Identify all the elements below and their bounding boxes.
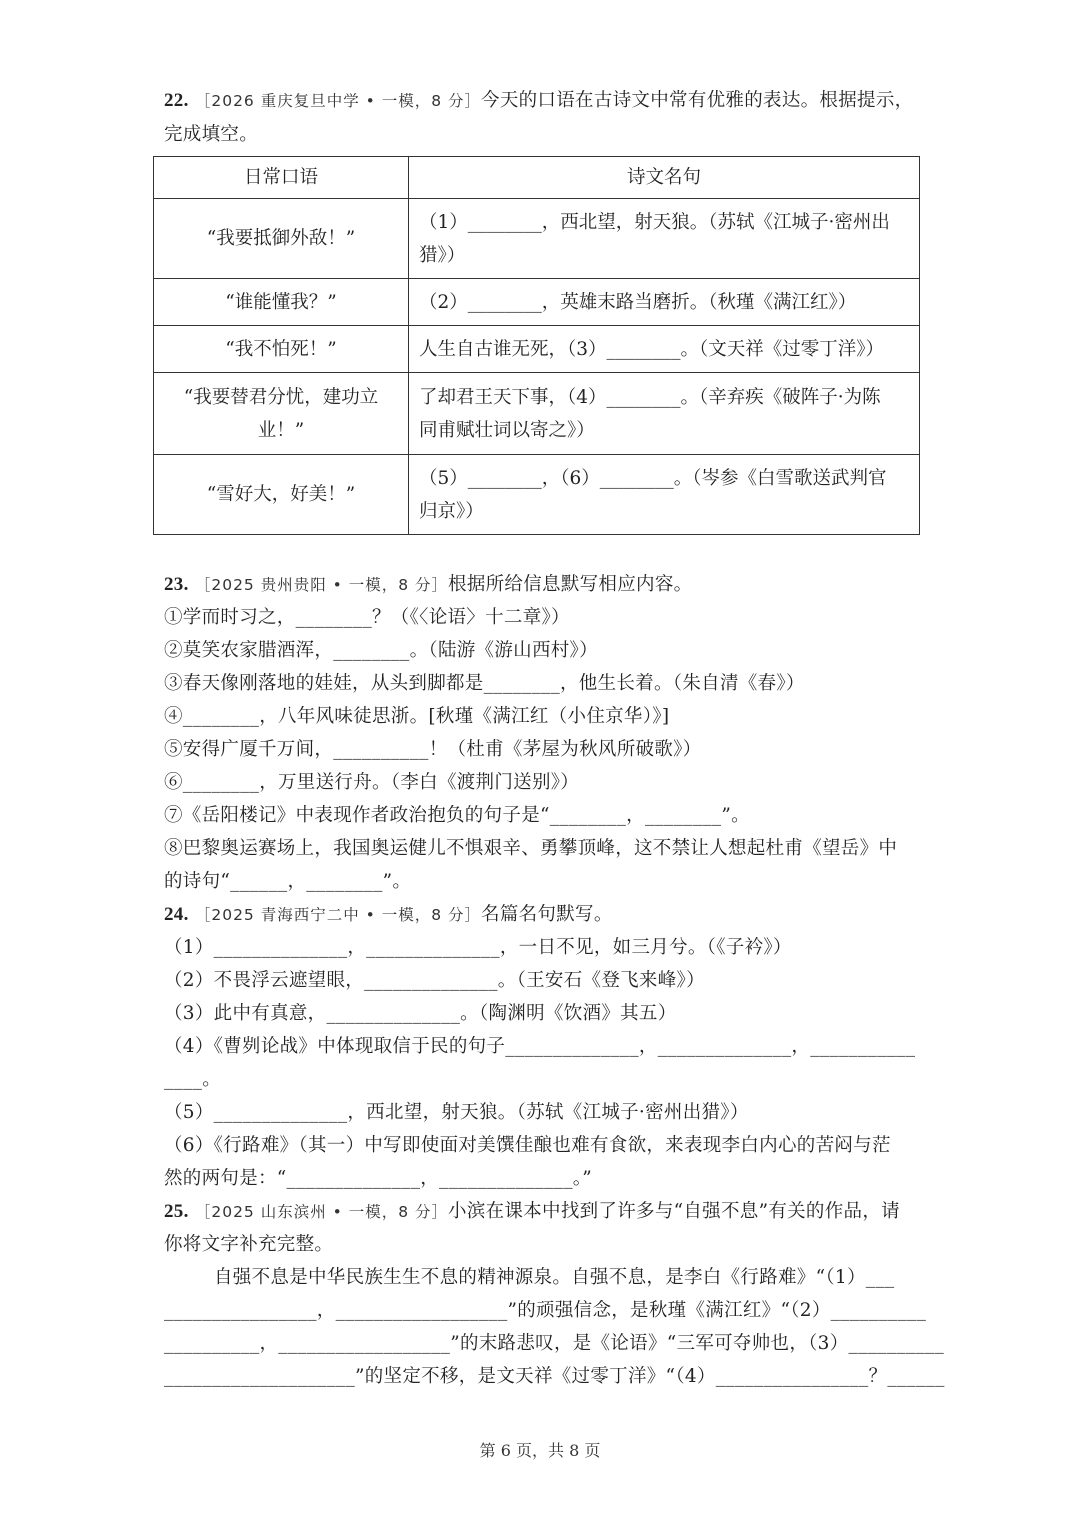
q25-source: ［2025 山东滨州 • 一模，8 分］ — [194, 1203, 449, 1221]
q23-item: ⑦《岳阳楼记》中表现作者政治抱负的句子是“________，________”。 — [164, 805, 750, 826]
q23-item: ③春天像刚落地的娃娃，从头到脚都是________，他生长着。（朱自清《春》） — [164, 673, 805, 694]
header-poem: 诗文名句 — [409, 157, 920, 199]
q23-item: ⑤安得广厦千万间，__________！（杜甫《茅屋为秋风所破歌》） — [164, 739, 702, 760]
q23-item: ④________，八年风味徒思浙。[秋瑾《满江红（小住京华）》] — [164, 706, 670, 727]
q24-item: ____。 — [164, 1069, 222, 1090]
q23-item: ①学而时习之，________？（《〈论语〉十二章》） — [164, 607, 570, 628]
q24-item: （4）《曹刿论战》中体现取信于民的句子______________，______________，___________ — [164, 1036, 916, 1057]
q24-item: （5）______________，西北望，射天狼。（苏轼《江城子·密州出猎》） — [164, 1102, 749, 1123]
q24-item: （2）不畏浮云遮望眼，______________。（王安石《登飞来峰》） — [164, 970, 705, 991]
q23-prompt: 根据所给信息默写相应内容。 — [448, 574, 693, 595]
q24-item: （1）______________，______________，一日不见，如三月兮。（《子衿》） — [164, 937, 792, 958]
q24-prompt: 名篇名句默写。 — [481, 904, 613, 925]
q22-prompt-cont: 完成填空。 — [164, 124, 259, 145]
q25-paragraph-line: __________，__________________”的末路悲叹，是《论语》“三军可夺帅也，（3）__________ — [164, 1333, 945, 1354]
q24-item: （3）此中有真意，______________。（陶渊明《饮酒》其五） — [164, 1003, 677, 1024]
q23-item: 的诗句“______，________”。 — [164, 871, 412, 892]
q23-number: 23. — [164, 574, 189, 595]
q24-number: 24. — [164, 904, 189, 925]
q23-item: ②莫笑农家腊酒浑，________。（陆游《游山西村》） — [164, 640, 598, 661]
spoken-cell: “谁能懂我？” — [154, 279, 409, 326]
table-row — [154, 326, 920, 373]
q22-source: ［2026 重庆复旦中学 • 一模，8 分］ — [194, 92, 482, 110]
spoken-cell: “雪好大，好美！” — [154, 455, 409, 535]
q23-item: ⑧巴黎奥运赛场上，我国奥运健儿不惧艰辛、勇攀顶峰，这不禁让人想起杜甫《望岳》中 — [164, 838, 898, 859]
q24-source: ［2025 青海西宁二中 • 一模，8 分］ — [194, 906, 482, 924]
poem-line: 同甫赋壮词以寄之》） — [419, 419, 595, 441]
q23-item: ⑥________，万里送行舟。（李白《渡荆门送别》） — [164, 772, 580, 793]
q25-heading — [164, 1199, 900, 1225]
q25-paragraph-line: ____________________”的坚定不移，是文天祥《过零丁洋》“（4）________________？______ — [164, 1366, 945, 1387]
spoken-cell — [154, 373, 409, 455]
table-row — [154, 373, 920, 455]
spoken-cell: “我不怕死！” — [154, 326, 409, 373]
q25-paragraph-line: ________________，__________________”的顽强信念，是秋瑾《满江红》“（2）__________ — [164, 1300, 927, 1321]
poem-cell — [409, 199, 920, 279]
q22-heading — [164, 88, 913, 114]
q24-heading — [164, 902, 613, 928]
q24-item: 然的两句是：“______________，______________。” — [164, 1168, 593, 1189]
table-row — [154, 455, 920, 535]
q25-paragraph-line: 自强不息是中华民族生生不息的精神源泉。自强不息，是李白《行路难》“（1）___ — [214, 1267, 895, 1288]
q22-table — [153, 156, 920, 535]
q22-number: 22. — [164, 90, 189, 111]
poem-line: 了却君王天下事，（4）________。（辛弃疾《破阵子·为陈 — [419, 386, 881, 408]
q23-source: ［2025 贵州贵阳 • 一模，8 分］ — [194, 576, 449, 594]
poem-cell: （2）________，英雄末路当磨折。（秋瑾《满江红》） — [409, 279, 920, 326]
spoken-line: “我要替君分忧，建功立 — [183, 386, 379, 408]
spoken-line: 业！” — [257, 419, 305, 441]
table-row — [154, 279, 920, 326]
poem-cell — [409, 455, 920, 535]
q22-prompt: 今天的口语在古诗文中常有优雅的表达。根据提示， — [481, 90, 914, 111]
poem-cell — [409, 373, 920, 455]
poem-line: 猎》） — [419, 244, 466, 266]
q25-prompt-cont: 你将文字补充完整。 — [164, 1234, 334, 1255]
q24-item: （6）《行路难》（其一）中写即使面对美馔佳酿也难有食欲，来表现李白内心的苦闷与茫 — [164, 1135, 891, 1156]
q23-heading — [164, 572, 692, 598]
q25-prompt: 小滨在课本中找到了许多与“自强不息”有关的作品，请 — [448, 1201, 900, 1222]
q25-number: 25. — [164, 1201, 189, 1222]
poem-line: （5）________，（6）________。（岑参《白雪歌送武判官 — [419, 467, 887, 489]
poem-line: （1）________，西北望，射天狼。（苏轼《江城子·密州出 — [419, 211, 890, 233]
poem-line: 归京》） — [419, 500, 484, 522]
header-spoken: 日常口语 — [154, 157, 409, 199]
table-header-row — [154, 157, 920, 199]
page-footer: 第 6 页，共 8 页 — [479, 1441, 601, 1460]
poem-cell: 人生自古谁无死，（3）________。（文天祥《过零丁洋》） — [409, 326, 920, 373]
table-row — [154, 199, 920, 279]
spoken-cell: “我要抵御外敌！” — [154, 199, 409, 279]
